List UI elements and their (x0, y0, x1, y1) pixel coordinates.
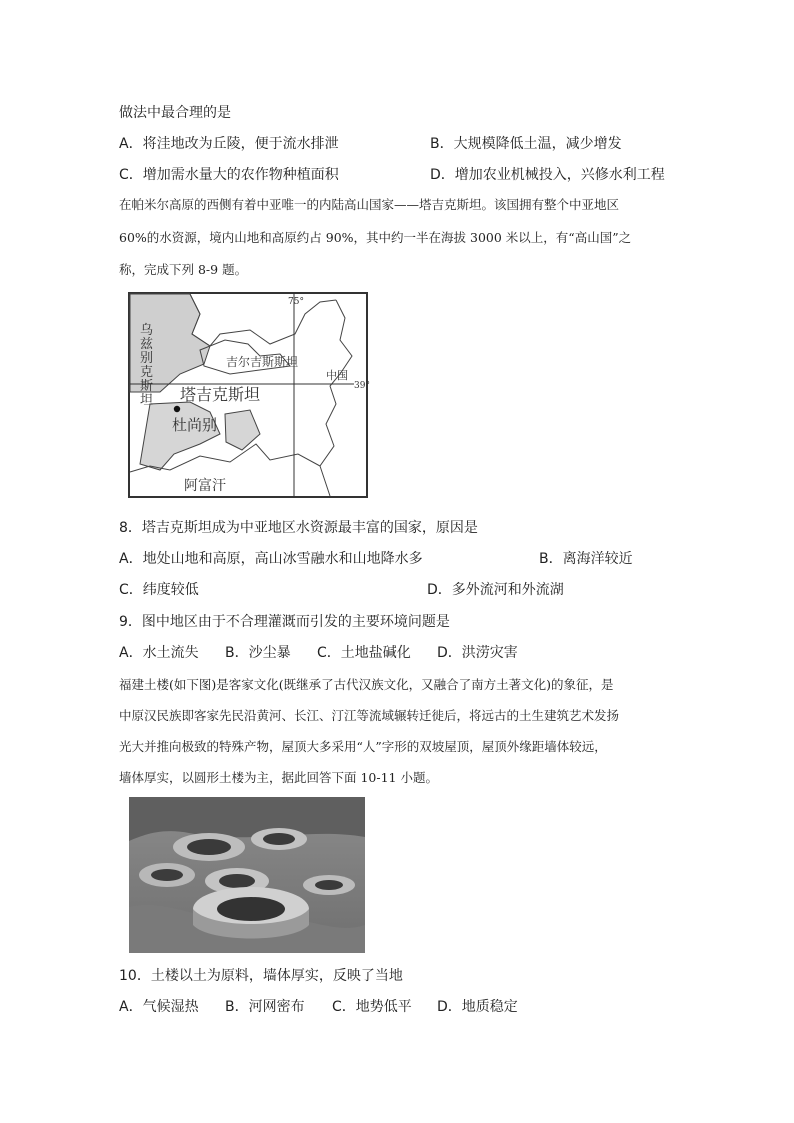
map-label-tajikistan: 塔吉克斯坦 (180, 385, 261, 404)
map-label-uzbekistan-3: 别 (140, 351, 154, 366)
intro-tulou-line2: 中原汉民族即客家先民沿黄河、长江、汀江等流域辗转迁徙后，将远古的土生建筑艺术发扬 (119, 708, 620, 723)
map-label-lat-tick: 39° (354, 381, 370, 391)
dushanbe-dot (174, 406, 180, 412)
intro-tulou-line4: 墙体厚实，以圆形土楼为主，据此回答下面 10-11 小题。 (119, 770, 438, 785)
q10-option-b[interactable]: B．河网密布 (225, 999, 305, 1015)
tulou-ring-2 (251, 828, 307, 850)
intro-tulou-line1: 福建土楼(如下图)是客家文化(既继承了古代汉族文化，又融合了南方土著文化)的象征，是 (119, 677, 614, 692)
q7-option-a[interactable]: A．将洼地改为丘陵，便于流水排泄 (119, 136, 339, 152)
q8-option-d[interactable]: D．多外流河和外流湖 (427, 582, 564, 598)
tulou-ring-6 (303, 875, 355, 895)
tulou-ring-3 (139, 863, 195, 887)
q9-option-c[interactable]: C．土地盐碱化 (317, 645, 411, 661)
map-label-dushanbe: 杜尚别 (172, 416, 218, 434)
q7-option-b[interactable]: B．大规模降低土温，减少增发 (430, 136, 622, 152)
map-label-uzbekistan-1: 乌 (140, 323, 154, 338)
map-label-uzbekistan-2: 兹 (140, 337, 154, 352)
q10-stem: 10．土楼以土为原料，墙体厚实，反映了当地 (119, 968, 403, 984)
q9-option-a[interactable]: A．水土流失 (119, 645, 199, 661)
q8-stem: 8．塔吉克斯坦成为中亚地区水资源最丰富的国家，原因是 (119, 520, 478, 536)
intro-tajik-line3: 称，完成下列 8-9 题。 (119, 262, 248, 277)
q8-option-c[interactable]: C．纬度较低 (119, 582, 199, 598)
intro-tajik-line1: 在帕米尔高原的西侧有着中亚唯一的内陆高山国家——塔吉克斯坦。该国拥有整个中亚地区 (119, 197, 620, 212)
kyrgyzstan-border (190, 294, 336, 346)
map-label-uzbekistan-4: 克 (140, 365, 154, 380)
intro-tulou-line3: 光大并推向极致的特殊产物，屋顶大多采用“人”字形的双坡屋顶，屋顶外缘距墙体较远， (119, 739, 607, 754)
map-label-kyrgyzstan: 吉尔吉斯斯坦 (226, 355, 299, 369)
tajik-shade-2 (225, 410, 260, 450)
q7-option-c[interactable]: C．增加需水量大的农作物种植面积 (119, 167, 339, 183)
map-label-uzbekistan-6: 坦 (140, 393, 154, 408)
tulou-ring-5 (193, 887, 309, 939)
q7-stem-tail: 做法中最合理的是 (119, 105, 231, 121)
tajikistan-map-svg (130, 294, 370, 496)
map-label-lon-tick: 75° (288, 297, 304, 307)
map-label-afghanistan: 阿富汗 (184, 478, 226, 494)
tulou-photo-svg (129, 797, 365, 953)
tajik-shade (140, 402, 220, 470)
tulou-photo (129, 797, 365, 953)
tulou-ring-1 (173, 833, 245, 861)
q8-option-b[interactable]: B．离海洋较近 (539, 551, 633, 567)
china-border (320, 300, 352, 496)
q10-option-a[interactable]: A．气候湿热 (119, 999, 199, 1015)
q10-option-c[interactable]: C．地势低平 (332, 999, 412, 1015)
q9-option-b[interactable]: B．沙尘暴 (225, 645, 291, 661)
map-label-uzbekistan-5: 斯 (140, 379, 154, 394)
q10-option-d[interactable]: D．地质稳定 (437, 999, 518, 1015)
map-label-china: 中国 (326, 369, 348, 382)
q7-option-d[interactable]: D．增加农业机械投入，兴修水利工程 (430, 167, 665, 183)
q9-stem: 9．图中地区由于不合理灌溉而引发的主要环境问题是 (119, 614, 450, 630)
intro-tajik-line2: 60%的水资源，境内山地和高原约占 90%，其中约一半在海拔 3000 米以上，有“高山国”之 (119, 230, 632, 245)
tajikistan-map (128, 292, 368, 498)
q9-option-d[interactable]: D．洪涝灾害 (437, 645, 518, 661)
q8-option-a[interactable]: A．地处山地和高原，高山冰雪融水和山地降水多 (119, 551, 423, 567)
